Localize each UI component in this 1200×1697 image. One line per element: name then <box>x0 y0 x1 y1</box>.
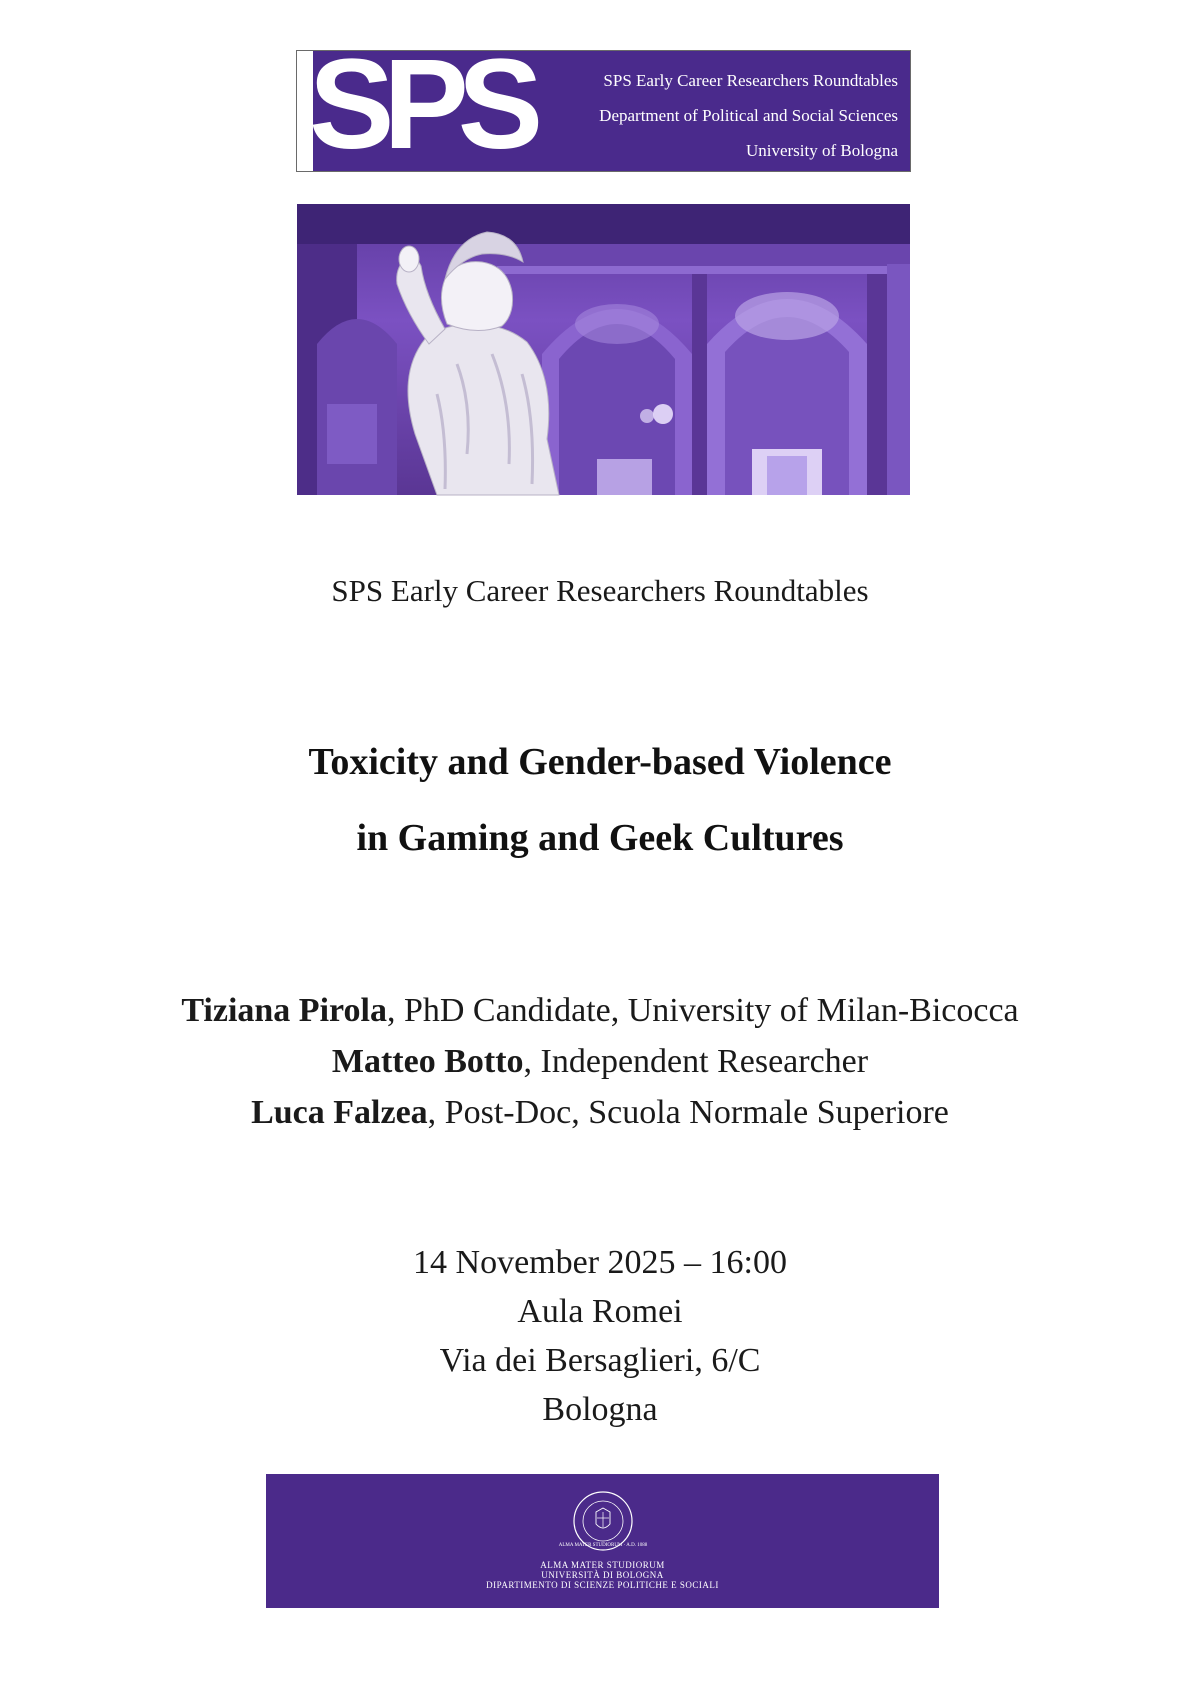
sps-logo: SPS <box>309 33 533 176</box>
speaker-name: Matteo Botto <box>331 1043 524 1080</box>
speaker-role: , Independent Researcher <box>523 1043 869 1080</box>
banner-line-department: Department of Political and Social Sciences <box>599 106 898 125</box>
speaker-name: Tiziana Pirola <box>181 992 387 1029</box>
banner-text <box>599 63 898 168</box>
event-address: Via dei Bersaglieri, 6/C <box>439 1342 761 1379</box>
footer-banner <box>266 1474 939 1608</box>
event-city: Bologna <box>542 1391 658 1428</box>
footer-text <box>266 1560 939 1590</box>
event-details <box>0 1238 1200 1434</box>
banner-line-series: SPS Early Career Researchers Roundtables <box>603 71 898 90</box>
series-title: SPS Early Career Researchers Roundtables <box>331 573 869 608</box>
talk-title-line-2: in Gaming and Geek Cultures <box>356 817 844 859</box>
footer-line-1: ALMA MATER STUDIORUM <box>540 1560 665 1570</box>
event-datetime: 14 November 2025 – 16:00 <box>413 1244 787 1281</box>
footer-line-3: DIPARTIMENTO DI SCIENZE POLITICHE E SOCIALI <box>486 1580 719 1590</box>
speaker-name: Luca Falzea <box>251 1094 428 1131</box>
talk-title <box>0 724 1200 876</box>
speaker <box>0 1036 1200 1087</box>
event-room: Aula Romei <box>517 1293 683 1330</box>
university-seal-icon <box>558 1490 648 1552</box>
statue-illustration <box>297 204 910 495</box>
talk-title-line-1: Toxicity and Gender-based Violence <box>308 741 892 783</box>
speaker <box>0 1087 1200 1138</box>
speaker-role: , Post-Doc, Scuola Normale Superiore <box>427 1094 949 1131</box>
speakers-list <box>0 985 1200 1138</box>
speaker <box>0 985 1200 1036</box>
hero-image-statue <box>297 204 910 495</box>
header-banner <box>296 33 911 176</box>
banner-line-university: University of Bologna <box>745 141 898 160</box>
seal-text: ALMA MATER STUDIORUM · A.D. 1088 <box>558 1543 648 1548</box>
speaker-role: , PhD Candidate, University of Milan-Bicocca <box>386 992 1019 1029</box>
footer-line-2: UNIVERSITÀ DI BOLOGNA <box>541 1570 664 1580</box>
